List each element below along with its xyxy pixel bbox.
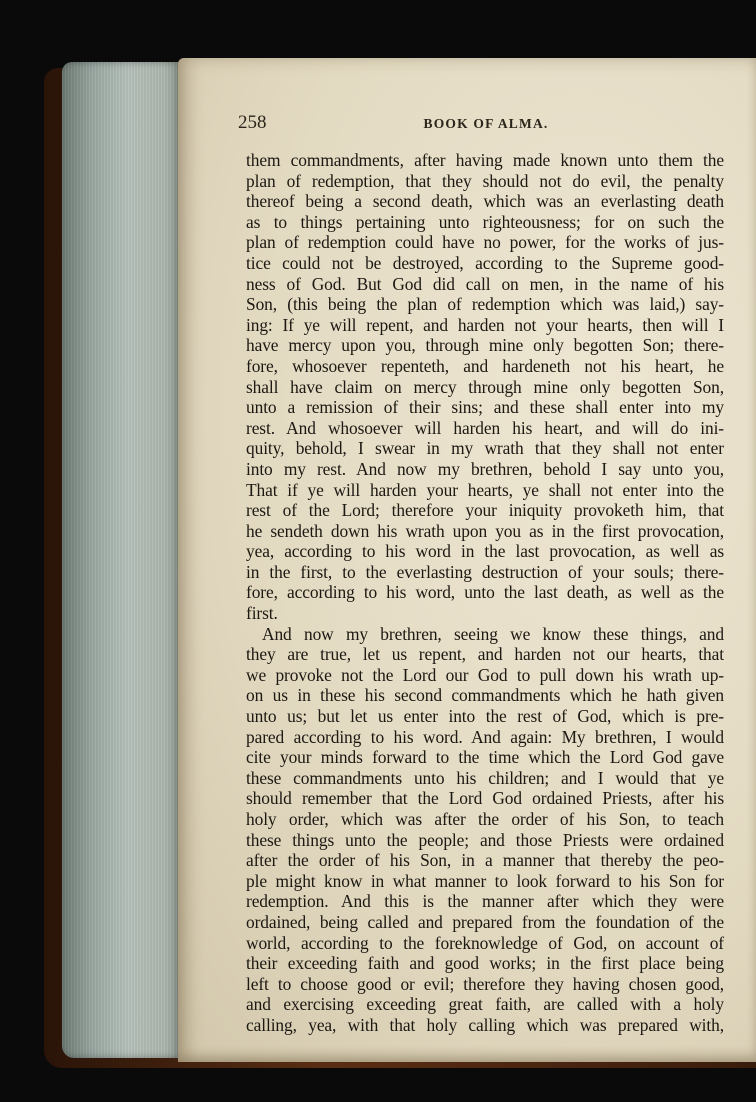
text-line: ing: If ye will repent, and harden not your hearts, then will I [246,314,724,335]
text-line: these commandments unto his children; and I would that ye [246,767,724,788]
text-line: unto us; but let us enter into the rest of God, which is pre- [246,706,724,727]
text-line: he sendeth down his wrath upon you as in the first provocation, [246,520,724,541]
text-line: fore, whosoever repenteth, and hardeneth not his heart, he [246,355,724,376]
text-line: rest of the Lord; therefore your iniquity provoketh him, that [246,500,724,521]
text-line: in the first, to the everlasting destruction of your souls; there- [246,561,724,582]
text-line: should remember that the Lord God ordained Priests, after his [246,788,724,809]
text-line: And now my brethren, seeing we know these things, and [262,623,724,644]
body-text [246,150,724,1036]
text-line: their exceeding faith and good works; in the first place being [246,953,724,974]
text-line: cite your minds forward to the time which the Lord God gave [246,747,724,768]
text-line: these things unto the people; and those Priests were ordained [246,829,724,850]
text-line: tice could not be destroyed, according to the Supreme good- [246,252,724,273]
text-line: shall have claim on mercy through mine only begotten Son, [246,376,724,397]
text-line: after the order of his Son, in a manner that thereby the peo- [246,850,724,871]
text-line: ness of God. But God did call on men, in the name of his [246,273,724,294]
text-line: world, according to the foreknowledge of God, on account of [246,932,724,953]
text-line: they are true, let us repent, and harden not our hearts, that [246,644,724,665]
text-line: left to choose good or evil; therefore they having chosen good, [246,973,724,994]
text-line: redemption. And this is the manner after which they were [246,891,724,912]
text-line: into my rest. And now my brethren, behold I say unto you, [246,458,724,479]
text-line: calling, yea, with that holy calling which was prepared with, [246,1014,724,1035]
page-header [238,112,734,142]
text-line: quity, behold, I swear in my wrath that they shall not enter [246,438,724,459]
text-line: we provoke not the Lord our God to pull down his wrath up- [246,664,724,685]
text-line: yea, according to his word in the last provocation, as well as [246,541,724,562]
text-line: and exercising exceeding great faith, are called with a holy [246,994,724,1015]
text-line: plan of redemption could have no power, for the works of jus- [246,232,724,253]
text-line: fore, according to his word, unto the last death, as well as the [246,582,724,603]
text-line: on us in these his second commandments which he hath given [246,685,724,706]
running-head: BOOK OF ALMA. [423,116,549,131]
text-line: That if ye will harden your hearts, ye shall not enter into the [246,479,724,500]
page-number: 258 [238,112,267,133]
text-line: pared according to his word. And again: My brethren, I would [246,726,724,747]
text-line: rest. And whosoever will harden his heart, and will do ini- [246,417,724,438]
text-line: Son, (this being the plan of redemption which was laid,) say- [246,294,724,315]
text-line: holy order, which was after the order of his Son, to teach [246,809,724,829]
text-line: plan of redemption, that they should not do evil, the penalty [246,170,724,191]
page-edges [62,62,182,1058]
text-line: unto a remission of their sins; and these shall enter into my [246,397,724,418]
text-line: first. [246,603,278,624]
text-line: them commandments, after having made known unto them the [246,150,724,170]
text-line: thereof being a second death, which was an everlasting death [246,191,724,212]
text-line: ordained, being called and prepared from the foundation of the [246,911,724,932]
text-line: as to things pertaining unto righteousness; for on such the [246,211,724,232]
text-line: ple might know in what manner to look forward to his Son for [246,870,724,891]
text-line: have mercy upon you, through mine only begotten Son; there- [246,335,724,356]
